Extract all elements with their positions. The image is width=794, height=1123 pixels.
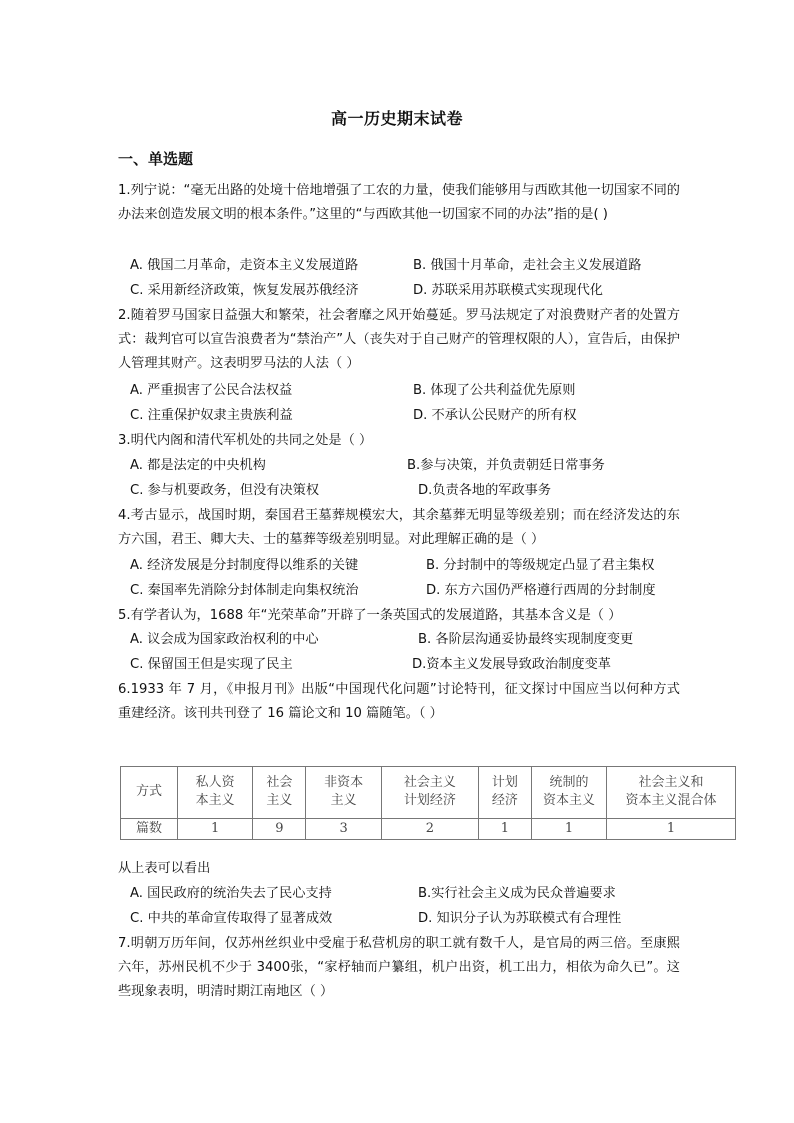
question-2-option-a: A. 严重损害了公民合法权益 bbox=[130, 383, 293, 398]
question-3-stem: 3.明代内阁和清代军机处的共同之处是（ ） bbox=[118, 433, 373, 448]
table-column-header: 非资本 主义 bbox=[306, 767, 381, 819]
question-5-stem: 5.有学者认为，1688 年“光荣革命”开辟了一条英国式的发展道路，其基本含义是（ ） bbox=[118, 608, 622, 623]
table-cell: 1 bbox=[532, 818, 607, 839]
question-5-option-d: D.资本主义发展导致政治制度变革 bbox=[412, 657, 611, 672]
question-4-option-c: C. 秦国率先消除分封体制走向集权统治 bbox=[130, 583, 359, 598]
page-title: 高一历史期末试卷 bbox=[330, 109, 463, 128]
question-1-stem: 1.列宁说：“毫无出路的处境十倍地增强了工农的力量，使我们能够用与西欧其他一切国家不同的办法来创造发展文明的根本条件。”这里的“与西欧其他一切国家不同的办法”指的是( ) bbox=[118, 183, 680, 222]
table-cell: 1 bbox=[178, 818, 253, 839]
table-row bbox=[121, 818, 736, 839]
question-4-option-d: D. 东方六国仍严格遵行西周的分封制度 bbox=[426, 583, 656, 598]
question-6-option-d: D. 知识分子认为苏联模式有合理性 bbox=[418, 911, 622, 926]
table-cell: 1 bbox=[478, 818, 531, 839]
table-row-header: 方式 bbox=[121, 767, 178, 819]
essay-count-table bbox=[120, 766, 736, 840]
question-3-option-b: B.参与决策，并负责朝廷日常事务 bbox=[407, 458, 605, 473]
table-column-header: 社会主义和 资本主义混合体 bbox=[607, 767, 736, 819]
question-3-option-c: C. 参与机要政务，但没有决策权 bbox=[130, 483, 320, 498]
table-column-header: 私人资 本主义 bbox=[178, 767, 253, 819]
question-2-option-c: C. 注重保护奴隶主贵族利益 bbox=[130, 408, 293, 423]
table-column-header: 社会 主义 bbox=[253, 767, 306, 819]
question-6-lead: 从上表可以看出 bbox=[118, 861, 211, 876]
question-2-option-d: D. 不承认公民财产的所有权 bbox=[413, 408, 577, 423]
question-2-option-b: B. 体现了公共利益优先原则 bbox=[413, 383, 576, 398]
table-cell: 1 bbox=[607, 818, 736, 839]
question-5-option-a: A. 议会成为国家政治权利的中心 bbox=[130, 632, 319, 647]
question-1-option-a: A. 俄国二月革命，走资本主义发展道路 bbox=[130, 258, 359, 273]
table-column-header: 统制的 资本主义 bbox=[532, 767, 607, 819]
table-header-row bbox=[121, 767, 736, 819]
question-6-option-c: C. 中共的革命宣传取得了显著成效 bbox=[130, 911, 333, 926]
question-5-option-c: C. 保留国王但是实现了民主 bbox=[130, 657, 293, 672]
section-heading: 一、单选题 bbox=[118, 150, 194, 168]
question-4-option-a: A. 经济发展是分封制度得以维系的关键 bbox=[130, 558, 359, 573]
question-6-stem: 6.1933 年 7 月，《申报月刊》出版“中国现代化问题”讨论特刊，征文探讨中国应当以何种方式重建经济。该刊共刊登了 16 篇论文和 10 篇随笔。（ ） bbox=[118, 682, 680, 721]
table-row-header: 篇数 bbox=[121, 818, 178, 839]
table-cell: 3 bbox=[306, 818, 381, 839]
question-6-option-a: A. 国民政府的统治失去了民心支持 bbox=[130, 886, 332, 901]
table-cell: 2 bbox=[381, 818, 478, 839]
question-7-stem: 7.明朝万历年间，仅苏州丝织业中受雇于私营机房的职工就有数千人，是官局的两三倍。至康熙六年，苏州民机不少于 3400张，“家杼轴而户纂组，机户出资，机工出力，相依为命久已”。这些现象表明，明清时期江南地区（ ） bbox=[118, 936, 680, 999]
question-1-option-d: D. 苏联采用苏联模式实现现代化 bbox=[413, 283, 603, 298]
question-4-option-b: B. 分封制中的等级规定凸显了君主集权 bbox=[426, 558, 655, 573]
question-3-option-d: D.负责各地的军政事务 bbox=[418, 483, 552, 498]
question-1-option-b: B. 俄国十月革命，走社会主义发展道路 bbox=[413, 258, 642, 273]
table-cell: 9 bbox=[253, 818, 306, 839]
question-5-option-b: B. 各阶层沟通妥协最终实现制度变更 bbox=[418, 632, 634, 647]
table-column-header: 计划 经济 bbox=[478, 767, 531, 819]
question-2-stem: 2.随着罗马国家日益强大和繁荣，社会奢靡之风开始蔓延。罗马法规定了对浪费财产者的处置方式：裁判官可以宣告浪费者为“禁治产”人（丧失对于自己财产的管理权限的人），宣告后，由保护人管理其财产。这表明罗马法的人法（ ） bbox=[118, 308, 680, 371]
question-6-option-b: B.实行社会主义成为民众普遍要求 bbox=[418, 886, 616, 901]
table-column-header: 社会主义 计划经济 bbox=[381, 767, 478, 819]
question-4-stem: 4.考古显示，战国时期，秦国君王墓葬规模宏大，其余墓葬无明显等级差别；而在经济发达的东方六国，君王、卿大夫、士的墓葬等级差别明显。对此理解正确的是（ ） bbox=[118, 508, 680, 547]
question-3-option-a: A. 都是法定的中央机构 bbox=[130, 458, 266, 473]
question-1-option-c: C. 采用新经济政策，恢复发展苏俄经济 bbox=[130, 283, 359, 298]
